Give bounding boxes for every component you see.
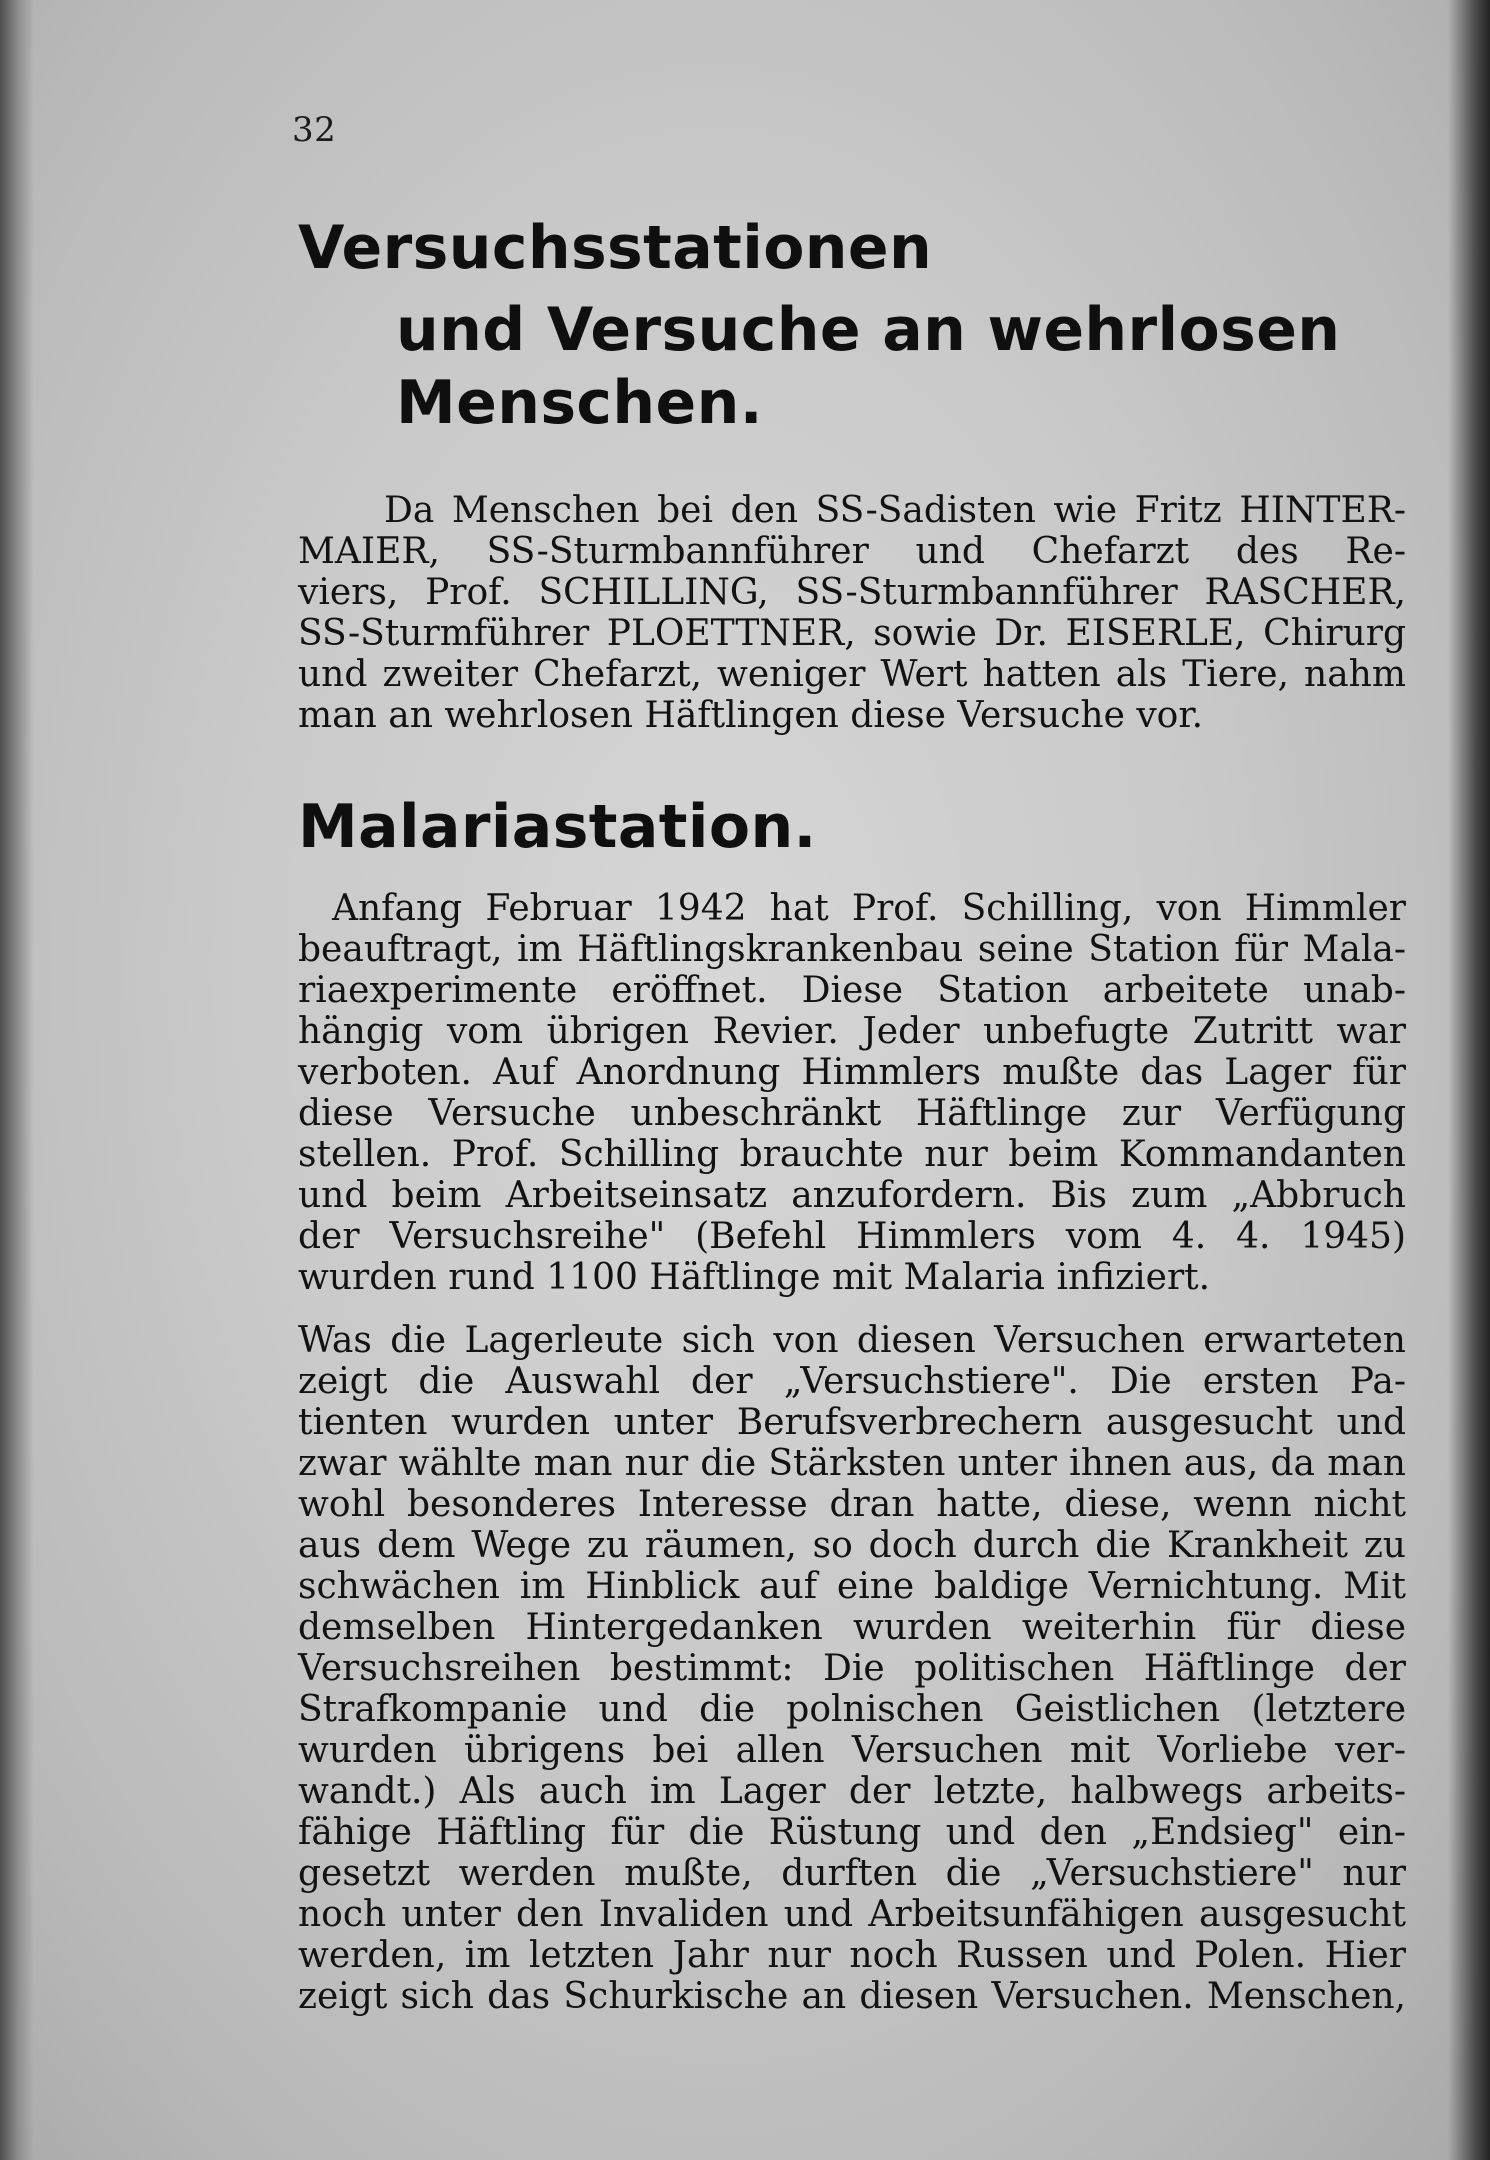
malaria-paragraph-2-line: schwächen im Hinblick auf eine baldige Vernichtung. Mit bbox=[298, 1566, 1406, 1607]
chapter-title-line-2: und Versuche an wehrlosen bbox=[396, 295, 1341, 365]
chapter-title-line-1: Versuchsstationen bbox=[298, 213, 933, 283]
malaria-paragraph-2-line: wurden übrigens bei allen Versuchen mit Vorliebe ver- bbox=[298, 1730, 1406, 1771]
malaria-paragraph-2-line: fähige Häftling für die Rüstung und den „Endsieg" ein- bbox=[298, 1812, 1406, 1853]
malaria-paragraph-2-line: zeigt sich das Schurkische an diesen Versuchen. Menschen, bbox=[298, 1976, 1406, 2017]
intro-line: man an wehrlosen Häftlingen diese Versuche vor. bbox=[298, 695, 1204, 736]
malaria-paragraph-1-line: hängig vom übrigen Revier. Jeder unbefugte Zutritt war bbox=[298, 1011, 1406, 1052]
malaria-paragraph-2-line: wohl besonderes Interesse dran hatte, diese, wenn nicht bbox=[298, 1484, 1406, 1525]
intro-line: viers, Prof. SCHILLING, SS-Sturmbannführer RASCHER, bbox=[298, 572, 1406, 613]
malaria-paragraph-1-line: beauftragt, im Häftlingskrankenbau seine Station für Mala- bbox=[298, 929, 1406, 970]
intro-paragraph bbox=[298, 490, 1406, 736]
intro-line: Da Menschen bei den SS-Sadisten wie Fritz HINTER- bbox=[384, 490, 1406, 531]
malaria-paragraph-2-line: Versuchsreihen bestimmt: Die politischen Häftlinge der bbox=[298, 1648, 1406, 1689]
malaria-paragraph-2-line: aus dem Wege zu räumen, so doch durch die Krankheit zu bbox=[298, 1525, 1406, 1566]
malaria-paragraph-2-line: werden, im letzten Jahr nur noch Russen und Polen. Hier bbox=[298, 1935, 1406, 1976]
malaria-paragraph-2-line: Was die Lagerleute sich von diesen Versuchen erwarteten bbox=[298, 1320, 1406, 1361]
page-number: 32 bbox=[292, 110, 337, 150]
malaria-paragraph-1-line: Anfang Februar 1942 hat Prof. Schilling, von Himmler bbox=[332, 888, 1406, 929]
malaria-paragraph-2-line: Strafkompanie und die polnischen Geistlichen (letztere bbox=[298, 1689, 1406, 1730]
malaria-paragraph-2-line: zeigt die Auswahl der „Versuchstiere". Die ersten Pa- bbox=[298, 1361, 1406, 1402]
malaria-paragraph-2-line: tienten wurden unter Berufsverbrechern ausgesucht und bbox=[298, 1402, 1406, 1443]
malaria-paragraph-1-line: der Versuchsreihe" (Befehl Himmlers vom 4. 4. 1945) bbox=[298, 1216, 1406, 1257]
malaria-paragraph-1-line: stellen. Prof. Schilling brauchte nur beim Kommandanten bbox=[298, 1134, 1406, 1175]
malaria-paragraph-2-line: zwar wählte man nur die Stärksten unter ihnen aus, da man bbox=[298, 1443, 1406, 1484]
malaria-paragraph-2-line: demselben Hintergedanken wurden weiterhin für diese bbox=[298, 1607, 1406, 1648]
malaria-paragraph-1 bbox=[298, 888, 1406, 1298]
malaria-paragraph-1-line: wurden rund 1100 Häftlinge mit Malaria infiziert. bbox=[298, 1257, 1211, 1298]
malaria-paragraph-1-line: verboten. Auf Anordnung Himmlers mußte das Lager für bbox=[298, 1052, 1406, 1093]
malaria-paragraph-2-line: wandt.) Als auch im Lager der letzte, halbwegs arbeits- bbox=[298, 1771, 1406, 1812]
malaria-paragraph-2-line: gesetzt werden mußte, durften die „Versuchstiere" nur bbox=[298, 1853, 1406, 1894]
intro-line: und zweiter Chefarzt, weniger Wert hatten als Tiere, nahm bbox=[298, 654, 1406, 695]
chapter-title-line-3: Menschen. bbox=[396, 368, 763, 438]
malaria-paragraph-2 bbox=[298, 1320, 1406, 2017]
malaria-paragraph-1-line: diese Versuche unbeschränkt Häftlinge zur Verfügung bbox=[298, 1093, 1406, 1134]
malaria-paragraph-1-line: und beim Arbeitseinsatz anzufordern. Bis zum „Abbruch bbox=[298, 1175, 1406, 1216]
section-heading-malariastation: Malariastation. bbox=[298, 792, 817, 862]
intro-line: SS-Sturmführer PLOETTNER, sowie Dr. EISERLE, Chirurg bbox=[298, 613, 1406, 654]
malaria-paragraph-1-line: riaexperimente eröffnet. Diese Station arbeitete unab- bbox=[298, 970, 1406, 1011]
malaria-paragraph-2-line: noch unter den Invaliden und Arbeitsunfähigen ausgesucht bbox=[298, 1894, 1406, 1935]
intro-line: MAIER, SS-Sturmbannführer und Chefarzt des Re- bbox=[298, 531, 1406, 572]
